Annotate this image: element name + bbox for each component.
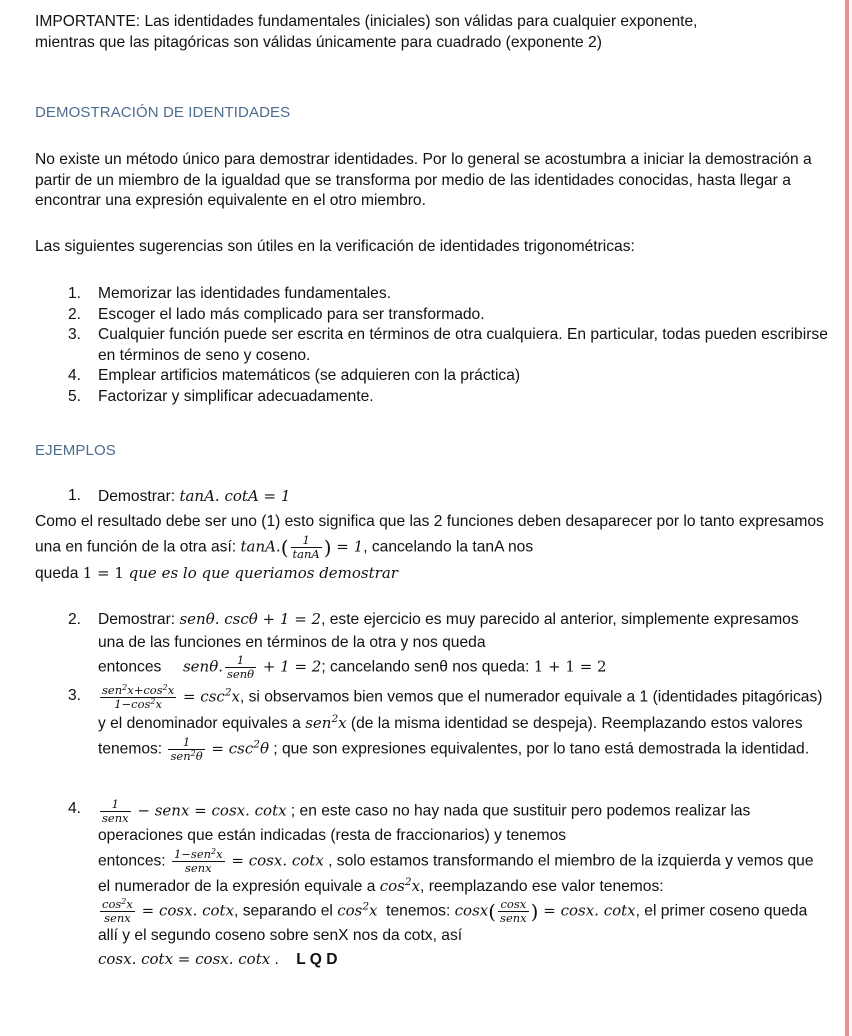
page-margin-line <box>845 0 849 1036</box>
list-item: 4. Emplear artificios matemáticos (se adquieren con la práctica) <box>68 367 521 384</box>
fraction: $\frac{1}{\text{senθ}}$ <box>227 653 255 681</box>
lqd-mark: L Q D <box>296 950 338 968</box>
fraction: $\frac{\cos^2x}{\text{senx}}$ <box>102 897 133 926</box>
example-1: 1. Demostrar: tanA. cotA = 1 <box>68 487 291 505</box>
fraction: $\frac{\cos x}{\text{senx}}$ <box>500 897 527 926</box>
example-3: 3. $\frac{sen^2x+\cos^2x}{1-\cos^2x}$ = $\csc^2x$, si observamos bien vemos que el numerador equivale a 1 (identidades pitagóricas) y el denominador equivales a sen$^2$x (de la misma identidad se despeja). Reemplazando estos valores tenemos: $\frac{1}{sen^2\theta}$ = $\csc^2\theta$ ; que son expresiones equivalentes, por lo tano está demostrada la identidad. <box>68 683 823 763</box>
section-heading-demostracion: DEMOSTRACIÓN DE IDENTIDADES <box>35 104 291 121</box>
fraction: $\frac{sen^2x+\cos^2x}{1-\cos^2x}$ <box>102 683 175 711</box>
important-note <box>35 12 825 53</box>
fraction: $\frac{1}{\text{senx}}$ <box>102 797 129 825</box>
important-note-line-1: IMPORTANTE: Las identidades fundamentales (iniciales) son válidas para cualquier exponente, <box>35 13 698 30</box>
important-note-line-2: mientras que las pitagóricas son válidas únicamente para cuadrado (exponente 2) <box>35 33 602 51</box>
fraction: $\frac{1-sen^2x}{\text{senx}}$ <box>173 846 223 875</box>
example-2: 2. Demostrar: senθ. cscθ + 1 = 2, este ejercicio es muy parecido al anterior, simplemente expresamos una de las funciones en términos de la otra y nos queda entonces senθ. $\frac{1}{\text{senθ}}$ + 1 = 2; cancelando senθ nos queda: 1 + 1 = 2 <box>68 610 799 681</box>
section-heading-ejemplos: EJEMPLOS <box>35 442 116 459</box>
fraction: $\frac{1}{\tan A}$ <box>292 533 320 561</box>
list-item: 2. Escoger el lado más complicado para ser transformado. <box>68 305 485 323</box>
list-item: 3. Cualquier función puede ser escrita en términos de otra cualquiera. En particular, todas pueden escribirse en términos de seno y coseno. <box>68 326 828 364</box>
list-item: 5. Factorizar y simplificar adecuadamente. <box>68 387 374 405</box>
suggestions-intro: Las siguientes sugerencias son útiles en la verificación de identidades trigonométricas: <box>35 238 635 255</box>
fraction: $\frac{1}{sen^2\theta}$ <box>170 735 203 763</box>
intro-paragraph: No existe un método único para demostrar identidades. Por lo general se acostumbra a iniciar la demostración a partir de un miembro de la igualdad que se transforma por medio de las identidades conocidas, hasta llegar a encontrar una expresión equivalente en el otro miembro. <box>35 151 812 209</box>
suggestions-list <box>68 284 828 407</box>
example-1-explanation: Como el resultado debe ser uno (1) esto significa que las 2 funciones deben desaparecer por lo tanto expresamos una en función de la otra así: tanA.( $\frac{1}{\tan A}$ ) = 1, cancelando la tanA nos queda 1 = 1 que es lo que queriamos demostrar <box>35 513 824 582</box>
example-4: 4. $\frac{1}{\text{senx}}$ − senx = cosx. cotx ; en este caso no hay nada que sustituir pero podemos realizar las operaciones que están indicadas (resta de fraccionarios) y tenemos entonces: $\frac{1-sen^2x}{\text{senx}}$ = cosx. cotx , solo estamos transformando el miembro de la izquierda y vemos que el numerador de la expresión equivale a $\cos^2x$, reemplazando ese valor tenemos: $\frac{\cos^2x}{\text{senx}}$ = cosx. cotx, separando el $\cos^2x$ tenemos: cosx( $\frac{\cos x}{\text{senx}}$ ) = cosx. cotx, el primer coseno queda allí y el segundo coseno sobre senX nos da cotx, así cosx. cotx = cosx. cotx . L Q D <box>68 797 814 968</box>
list-item: 1. Memorizar las identidades fundamentales. <box>68 285 391 302</box>
